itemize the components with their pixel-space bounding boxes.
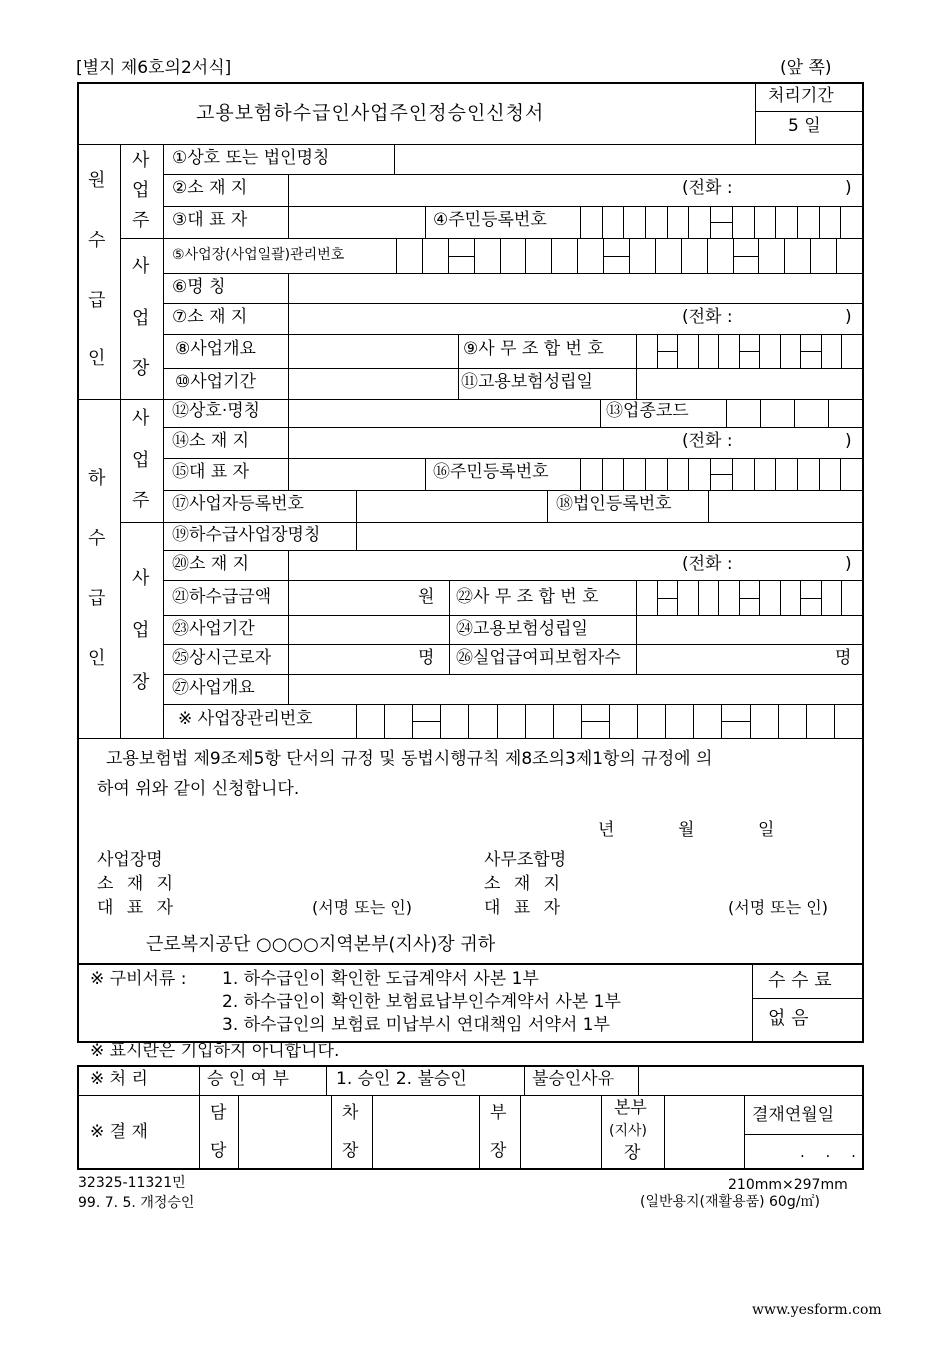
digit-box-divider [797,458,798,490]
row-line [425,206,426,238]
statement-line-1: 고용보험법 제9조제5항 단서의 규정 및 동법시행규칙 제8조의3제1항의 규정에 의 [106,749,713,769]
prime-label-2: 수 [88,230,106,251]
row-line [288,273,289,303]
date-year: 년 [598,820,615,840]
applicant-workplace-label: 사업장명 [97,850,163,870]
digit-box-divider [840,458,841,490]
field-23-label: ㉓사업기간 [172,619,255,639]
row-line [479,1095,480,1168]
statement-line-2: 하여 위와 같이 신청합니다. [97,779,300,799]
field-14-phone: (전화 : [682,431,733,451]
row-line [163,334,862,335]
office-use-notice: ※ 표시란은 기입하지 아니합니다. [90,1041,340,1061]
approval-left-border [77,1065,79,1170]
row-line [520,1095,521,1168]
row-line [524,1065,525,1095]
row-line [636,615,637,644]
digit-box-divider [629,238,630,273]
prime-workplace-label-2: 업 [132,308,150,329]
row-line [288,674,289,704]
row-line [288,334,289,368]
field-26-unit: 명 [835,648,852,668]
digit-box-divider [718,334,719,368]
digit-box-dash [733,256,759,257]
sub-employer-label-3: 주 [132,490,150,511]
digit-box-divider [693,704,694,738]
approval-bottom-border [77,1168,864,1170]
approval-status-label: 승 인 여 부 [207,1069,289,1089]
branch-head-label-2: (지사) [609,1123,647,1139]
row-line [664,1095,665,1168]
digit-box-divider [718,580,719,615]
row-line [331,1095,332,1168]
digit-box-divider [775,458,776,490]
form-revision: 99. 7. 5. 개정승인 [78,1195,195,1211]
workplace-mgmt-label: ※ 사업장관리번호 [178,709,313,729]
field-2-phone: (전화 : [682,178,733,198]
row-line [636,580,637,615]
sub-workplace-label-1: 사 [132,568,150,589]
digit-box-divider [637,704,638,738]
processing-label: ※ 처 리 [90,1069,148,1089]
digit-box-divider [797,206,798,238]
digit-box-divider [732,206,733,238]
row-line [288,206,289,238]
form-left-border [77,82,79,1042]
row-line [372,1095,373,1168]
form-right-border [862,82,864,1042]
row-line [547,490,548,522]
row-line [163,238,862,239]
field-21-unit: 원 [418,587,435,607]
form-top-border [77,82,864,84]
digit-box-divider [750,704,751,738]
digit-box-divider [384,704,385,738]
digit-box-divider [819,458,820,490]
branch-head-label-1: 본부 [614,1098,647,1118]
approval-label: ※ 결 재 [90,1122,148,1142]
digit-box-dash [739,598,760,599]
row-line [163,490,862,491]
deputy-label-2: 장 [342,1141,359,1161]
row-line [288,368,289,399]
documents-item-2: 2. 하수급인이 확인한 보험료납부인수계약서 사본 1부 [222,992,621,1012]
row-line [744,1095,745,1168]
rejection-reason-label: 불승인사유 [532,1069,615,1089]
digit-box-divider [577,238,578,273]
association-sign: (서명 또는 인) [728,898,828,917]
approval-top-border [77,1065,864,1067]
row-line [636,334,637,368]
row-line [288,644,289,674]
digit-box-divider [681,238,682,273]
sub-label-1: 하 [88,468,106,489]
digit-box-divider [525,238,526,273]
row-line [356,704,357,738]
digit-box-dash [710,222,732,223]
addressee: 근로복지공단 ○○○○지역본부(지사)장 귀하 [146,934,496,955]
prime-label-1: 원 [88,170,106,191]
row-line [163,580,862,581]
field-14-phone-end: ) [845,431,852,451]
row-line [708,490,709,522]
digit-box-divider [525,704,526,738]
prime-label-3: 급 [88,290,106,311]
row-line [638,1065,639,1095]
digit-box-divider [551,238,552,273]
digit-box-divider [806,704,807,738]
form-title: 고용보험하수급인사업주인정승인신청서 [196,102,545,124]
digit-box-divider [677,580,678,615]
sub-label-3: 급 [88,588,106,609]
applicant-rep-label: 대 표 자 [97,898,178,918]
digit-box-divider [754,458,755,490]
digit-box-divider [500,238,501,273]
row-line [238,1095,239,1168]
row-line [199,1065,200,1095]
digit-box-divider [645,206,646,238]
row-line [163,273,862,274]
row-line [449,615,450,644]
row-line [636,368,637,399]
association-address-label: 소 재 지 [484,874,565,894]
field-1-label: ①상호 또는 법인명칭 [172,148,330,168]
page-side: (앞 쪽) [780,58,832,78]
digit-box-divider [758,238,759,273]
field-25-label: ㉕상시근로자 [172,648,272,668]
digit-box-divider [468,704,469,738]
prime-employer-label-1: 사 [132,150,150,171]
digit-box-dash [657,598,678,599]
row-line [356,490,357,522]
digit-box-divider [834,704,835,738]
digit-box-divider [784,238,785,273]
row-line [356,522,357,550]
digit-box-divider [497,704,498,738]
digit-box-divider [698,580,699,615]
digit-box-divider [474,238,475,273]
paper-size: 210mm×297mm [728,1177,848,1193]
field-3-label: ③대 표 자 [172,210,248,230]
fee-divider [752,963,753,1041]
digit-box-dash [448,256,474,257]
prime-workplace-label-3: 장 [132,358,150,379]
field-26-label: ㉖실업급여피보험자수 [456,648,621,668]
digit-box-divider [440,704,441,738]
row-line [425,458,426,490]
digit-box-divider [553,704,554,738]
digit-box-divider [667,458,668,490]
digit-box-dash [721,721,749,722]
field-21-label: ㉑하수급금액 [172,587,272,607]
title-bottom-line [77,144,862,145]
digit-box-divider [677,334,678,368]
digit-box-divider [665,704,666,738]
field-5-label: ⑤사업장(사업일괄)관리번호 [172,247,345,263]
field-11-label: ⑪고용보험성립일 [461,372,593,392]
row-line [199,1095,200,1168]
field-10-label: ⑩사업기간 [175,372,256,392]
row-line [163,550,862,551]
digit-box-divider [667,206,668,238]
row-line [580,458,581,490]
sub-employer-bottom [120,522,163,523]
field-24-label: ㉔고용보험성립일 [456,619,588,639]
sub-employer-label-1: 사 [132,408,150,429]
row-line [449,580,450,615]
section-divider [77,399,862,400]
prime-employer-label-3: 주 [132,210,150,231]
digit-box-divider [841,580,842,615]
field-6-label: ⑥명 칭 [172,277,226,297]
digit-box-divider [754,206,755,238]
sub-label-2: 수 [88,528,106,549]
digit-box-divider [780,580,781,615]
row-line [396,238,397,273]
row-line [326,1065,327,1095]
row-line [288,615,289,644]
row-line [458,334,459,368]
field-20-phone: (전화 : [682,554,733,574]
section-col-line [120,144,121,738]
row-line [288,458,289,490]
digit-box-divider [759,334,760,368]
row-line [163,206,862,207]
field-9-label: ⑨사 무 조 합 번 호 [463,339,604,359]
digit-box-divider [609,704,610,738]
fee-mid-line [752,998,862,999]
digit-box-dash [739,351,760,352]
digit-box-divider [655,238,656,273]
field-8-label: ⑧사업개요 [175,339,256,359]
sub-label-4: 인 [88,648,106,669]
prime-label-4: 인 [88,348,106,369]
digit-box-divider [828,399,829,427]
approval-date-divider [744,1134,862,1135]
deputy-label-1: 차 [342,1103,359,1123]
digit-box-dash [710,474,732,475]
watermark-url: www.yesform.com [752,1302,882,1318]
manager-label-2: 장 [490,1141,507,1161]
approval-options: 1. 승인 2. 불승인 [336,1069,467,1089]
digit-box-dash [603,256,629,257]
row-line [601,1095,602,1168]
processing-period-value: 5 일 [788,116,821,136]
digit-box-divider [688,458,689,490]
staff-label-1: 담 [210,1103,227,1123]
digit-box-divider [840,206,841,238]
association-name-label: 사무조합명 [484,850,567,870]
row-line [163,615,862,616]
association-rep-label: 대 표 자 [484,898,565,918]
field-16-label: ⑯주민등록번호 [433,462,549,482]
prime-employer-label-2: 업 [132,180,150,201]
paper-type: (일반용지(재활용품) 60g/㎡) [640,1194,820,1210]
row-line [163,368,862,369]
row-line [288,174,289,206]
documents-label: ※ 구비서류 : [90,969,187,989]
digit-box-divider [759,580,760,615]
field-25-unit: 명 [418,648,435,668]
field-20-label: ⑳소 재 지 [172,554,250,574]
digit-box-divider [732,458,733,490]
row-line [288,399,289,427]
documents-item-1: 1. 하수급인이 확인한 도급계약서 사본 1부 [222,969,539,989]
row-line [163,674,862,675]
sub-workplace-label-3: 장 [132,672,150,693]
row-line [288,550,289,580]
row-line [458,368,459,399]
branch-head-label-3: 장 [624,1143,641,1163]
field-4-label: ④주민등록번호 [433,210,547,230]
prime-employer-bottom [120,238,163,239]
digit-box-divider [623,206,624,238]
digit-box-divider [778,704,779,738]
digit-box-divider [821,334,822,368]
fee-value: 없 음 [768,1008,809,1029]
manager-label-1: 부 [490,1103,507,1123]
field-22-label: ㉒사 무 조 합 번 호 [456,587,599,607]
title-divider [755,82,756,144]
digit-box-dash [581,721,609,722]
processing-divider [755,111,862,112]
row-line [394,144,395,174]
digit-box-divider [698,334,699,368]
digit-box-divider [707,238,708,273]
date-day: 일 [758,820,775,840]
row-line [449,644,450,674]
form-code: 32325-11321민 [78,1175,186,1191]
digit-box-dash [800,598,821,599]
row-line [163,522,862,523]
field-17-label: ⑰사업자등록번호 [172,494,304,514]
section-divider [77,738,862,739]
approval-date-label: 결재연월일 [752,1105,835,1125]
field-14-label: ⑭소 재 지 [172,431,250,451]
digit-box-divider [841,334,842,368]
field-15-label: ⑮대 표 자 [172,462,250,482]
field-2-label: ②소 재 지 [172,178,248,198]
documents-top-border [77,963,864,965]
digit-box-divider [602,206,603,238]
field-27-label: ㉗사업개요 [172,678,255,698]
date-month: 월 [678,820,695,840]
field-7-label: ⑦소 재 지 [172,307,248,327]
row-line [600,399,601,427]
row-line [636,644,637,674]
digit-box-divider [794,399,795,427]
digit-box-divider [760,399,761,427]
form-number: [별지 제6호의2서식] [76,58,232,78]
digit-box-divider [821,580,822,615]
digit-box-dash [412,721,440,722]
field-7-phone: (전화 : [682,307,733,327]
staff-label-2: 당 [210,1141,227,1161]
field-7-phone-end: ) [845,307,852,327]
row-line [163,303,862,304]
sub-workplace-label-2: 업 [132,620,150,641]
applicant-sign: (서명 또는 인) [312,898,412,917]
row-line [288,303,289,334]
row-line [726,399,727,427]
digit-box-divider [819,206,820,238]
digit-box-divider [836,238,837,273]
digit-box-divider [422,238,423,273]
digit-box-divider [645,458,646,490]
digit-box-dash [800,351,821,352]
row-line [580,206,581,238]
row-line [163,644,862,645]
field-2-phone-end: ) [845,178,852,198]
digit-box-divider [688,206,689,238]
row-line [163,427,862,428]
digit-box-divider [602,458,603,490]
fee-label: 수 수 료 [768,970,832,991]
field-18-label: ⑱법인등록번호 [556,494,672,514]
digit-box-divider [780,334,781,368]
field-19-label: ⑲하수급사업장명칭 [172,525,321,545]
digit-box-divider [623,458,624,490]
digit-box-divider [810,238,811,273]
row-line [163,704,862,705]
prime-workplace-label-1: 사 [132,256,150,277]
field-12-label: ⑫상호·명칭 [172,401,261,421]
field-13-label: ⑬업종코드 [606,401,689,421]
approval-date-value: . . . [800,1143,864,1161]
row-line [163,174,862,175]
subsection-col-line [163,144,164,738]
row-line [288,427,289,458]
applicant-address-label: 소 재 지 [97,874,178,894]
row-line [163,458,862,459]
digit-box-dash [657,351,678,352]
row-line [288,580,289,615]
documents-item-3: 3. 하수급인의 보험료 미납부시 연대책임 서약서 1부 [222,1015,610,1035]
field-20-phone-end: ) [845,554,852,574]
sub-employer-label-2: 업 [132,450,150,471]
digit-box-divider [775,206,776,238]
processing-period-label: 처리기간 [768,86,834,106]
